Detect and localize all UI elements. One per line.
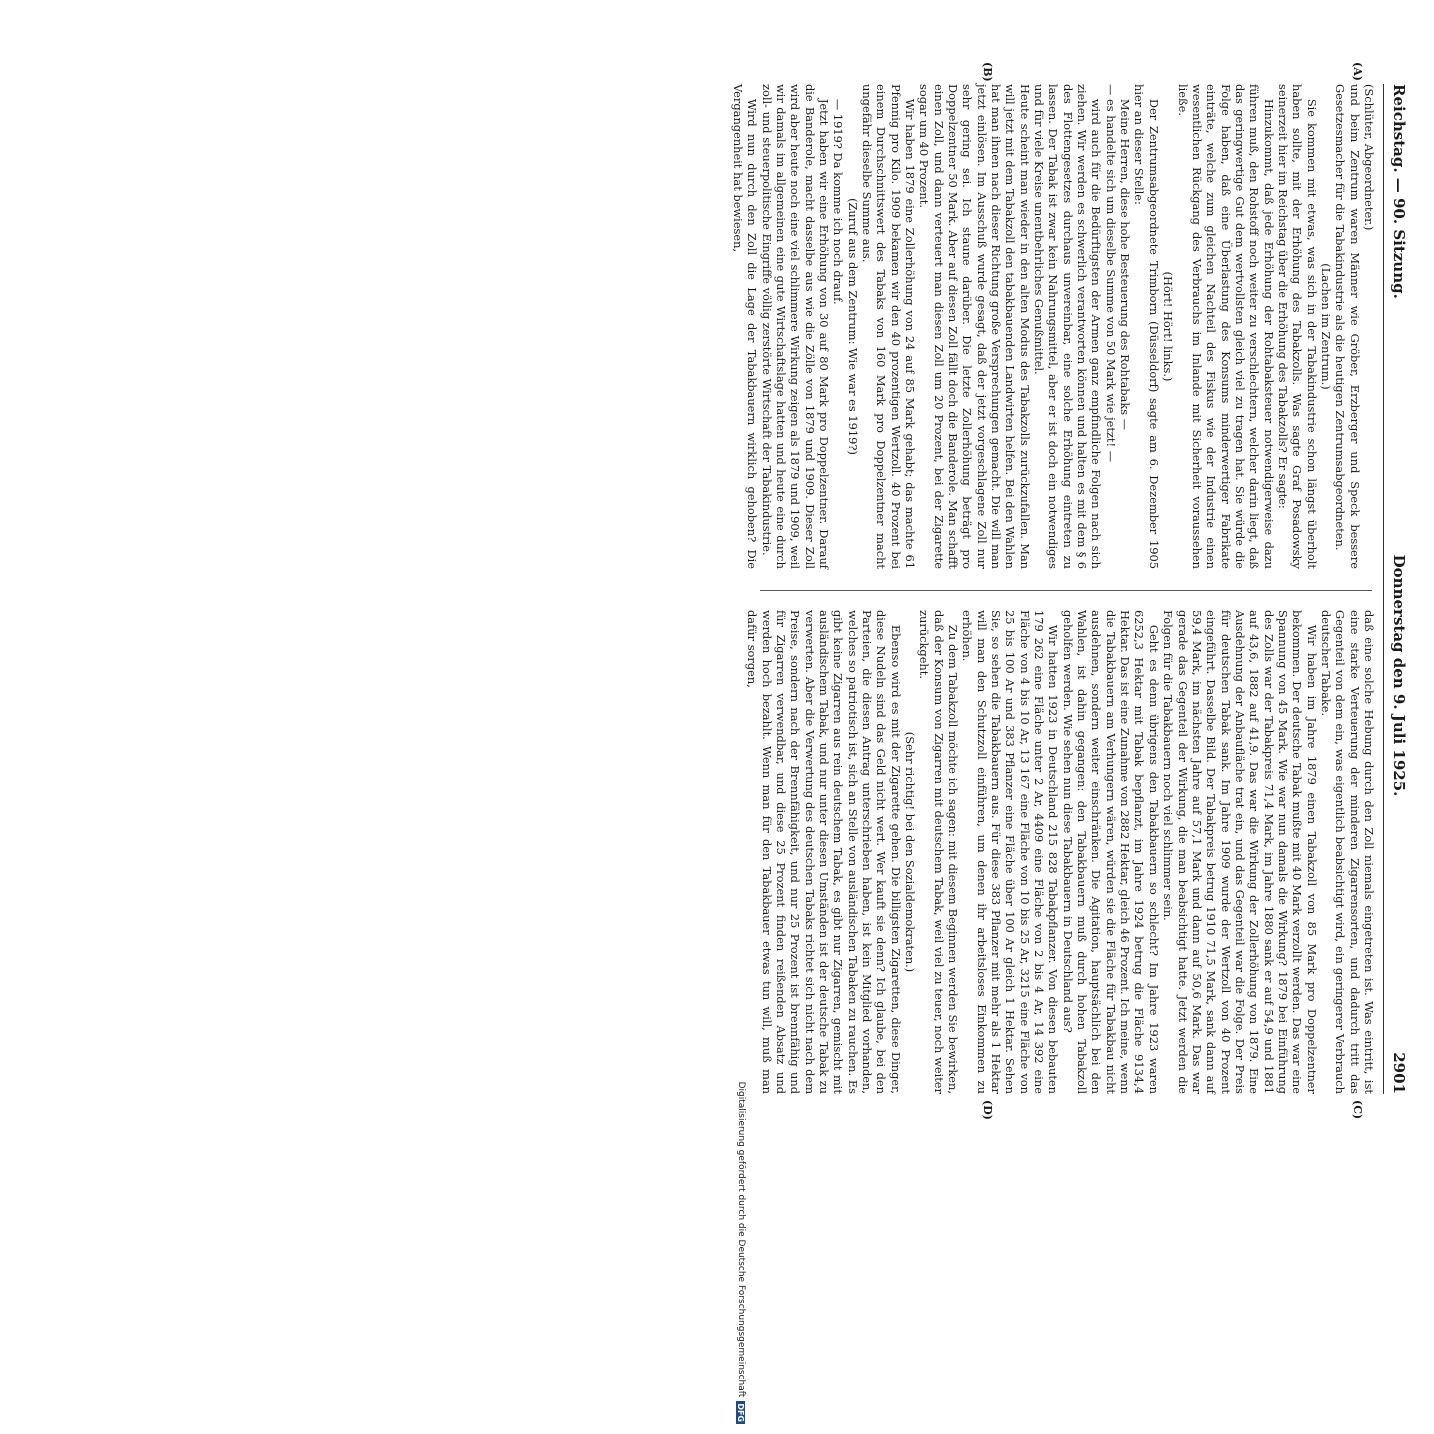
header-right: Donnerstag den 9. Juli 1925. <box>1390 554 1408 797</box>
margin-marker-d: (D) <box>981 1100 994 1120</box>
paragraph: Ebenso wird es mit der Zigarette gehen. Die billigsten Zigaretten, diese Dinger, diese Nudeln sind das Geld nicht wert. Wer kauft sie denn? Ich glaube, bei den Parteien, die diesen Antrag unterschrieben haben, ist kein Mitglied vorhanden, welches so patriotisch ist, sich an Stelle von ausländischen Tabaken zu rauchen. Es gibt keine Zigarren aus rein deutschem Tabak, es gibt nur Zigarren, gemischt mit ausländischem Tabak, und nur unter diesen Umständen ist der deutsche Tabak zu verwerten. Aber die Verwertung des deutschen Tabaks richtet sich nicht nach dem Preise, sondern nach der Brennfähigkeit, und nur 25 Prozent ist brennfähig und für Zigarren verwendbar, und diese 25 Prozent finden reißenden Absatz und werden hoch bezahlt. Wenn man für den Tabakbauer etwas tun will, muß man dafür sorgen, <box>745 610 903 1094</box>
dfg-logo: DFG <box>736 1403 746 1422</box>
paragraph: — es handelte sich um dieselbe Summe von 50 Mark wie jetzt! — <box>1103 84 1118 463</box>
paragraph: (Sehr richtig! bei den Sozialdemokraten.) <box>903 731 917 973</box>
paragraph: Wir haben 1879 eine Zollerhöhung von 24 auf 85 Mark gehabt; das machte 61 Pfennig pro Kilo. 1909 bekamen wir den 40 prozentigen Wertzoll. 40 Prozent bei einem Durchschnittswert des Tabaks von 160 Mark pro Doppelzentner macht ungefähr dieselbe Summe aus. <box>859 84 917 569</box>
paragraph: (Schlüter, Abgeordneter.) <box>1362 84 1376 231</box>
margin-marker-b: (B) <box>981 62 994 82</box>
left-column <box>730 84 1376 569</box>
paragraph: Wird nun durch den Zoll die Lage der Tabakbauern wirklich gehoben? Die Vergangenheit hat bewiesen, <box>730 84 760 569</box>
paragraph: Meine Herren, diese hohe Besteuerung des Rohtabaks — <box>1118 98 1133 431</box>
right-column <box>745 610 1376 1094</box>
footer-text: Digitalisierung gefördert durch die Deutsche Forschungsgemeinschaft <box>736 1081 746 1398</box>
paragraph: daß eine solche Hebung durch den Zoll niemals eingetreten ist. Was eintritt, ist eine starke Verteuerung der minderen Zigarrensorten, und dadurch tritt das Gegenteil von dem ein, was eigentlich beabsichtigt wird, ein geringerer Verbrauch deutscher Tabake. <box>1318 610 1376 1094</box>
paragraph: Sie kommen mit etwas, was sich in der Tabakindustrie schon längst überholt haben sollte, mit der Erhöhung des Tabakzolls. Was sagte Graf Posadowsky seinerzeit hier im Reichstag über die Erhöhung des Tabakzolls? Er sagte: <box>1275 84 1319 569</box>
paragraph: Zu dem Tabakzoll möchte ich sagen: mit diesem Beginnen werden Sie bewirken, daß der Konsum von Zigarren mit deutschem Tabak, weil viel zu teuer, noch weiter zurückgeht. <box>917 610 961 1094</box>
paragraph: Jetzt haben wir eine Erhöhung von 30 auf 80 Mark pro Doppelzentner. Darauf die Banderole, macht dasselbe aus wie die Zölle von 1879 und 1909. Dieser Zoll wird aber heute noch eine viel schlimmere Wirkung zeigen als 1879 und 1909, weil wir damals im allgemeinen eine gute Wirtschaftslage hatten und heute eine durch zoll- und steuerpolitische Eingriffe völlig zerstörte Wirtschaft der Tabakindustrie. <box>759 84 831 569</box>
paragraph: (Zuruf aus dem Zentrum: Wie war es 1919?) <box>845 198 860 455</box>
paragraph: wird auch für die Bedürftigsten der Armen ganz empfindliche Folgen nach sich ziehen. Wir werden es schwerlich verantworten können und halten es mit dem § 6 des Flottengesetzes durchaus unvereinbar, eine solche Erhöhung eintreten zu lassen. Der Tabak ist zwar kein Nahrungsmittel, aber er ist doch ein notwendiges und für viele Kreise unentbehrliches Genußmittel. <box>1032 84 1104 569</box>
paragraph: Geht es denn übrigens den Tabakbauern so schlecht? Im Jahre 1923 waren 6252,3 Hektar mit Tabak bepflanzt, im Jahre 1924 betrug die Fläche 9134,4 Hektar. Das ist eine Zunahme von 2882 Hektar, gleich 46 Prozent. Ich meine, wenn die Tabakbauern am Verhungern wären, würden sie die Fläche für Tabakbau nicht ausdehnen, sondern weiter einschränken. Die Agitation, hauptsächlich bei den Wahlen, ist dahin gegangen: den Tabakbauern muß durch hohen Tabakzoll geholfen werden. Wie sehen nun diese Tabakbauern in Deutschland aus? <box>1060 610 1161 1094</box>
margin-marker-c: (C) <box>1351 1100 1364 1120</box>
paragraph: — 1919? Da komme ich noch drauf. <box>831 98 846 305</box>
paragraph: Wir hatten 1923 in Deutschland 215 828 Tabakpflanzer. Von diesen bebauten 179 262 eine Fläche unter 2 Ar, 4409 eine Fläche von 2 bis 4 Ar, 14 392 eine Fläche von 4 bis 10 Ar, 13 167 eine Fläche von 10 bis 25 Ar, 3215 eine Fläche von 25 bis 100 Ar und 383 Pflanzer eine Fläche über 100 Ar gleich 1 Hektar. Sehen Sie, so sehen die Tabakbauern aus. Für diese 383 Pflanzer mit mehr als 1 Hektar will man den Schutzzoll einführen, um denen ihr arbeitsloses Einkommen zu erhöhen. <box>960 610 1061 1094</box>
header-left: Reichstag. — 90. Sitzung. <box>1390 84 1408 299</box>
digitization-footer <box>734 0 748 1434</box>
paragraph: (Hört! Hört! links.) <box>1161 271 1176 382</box>
paragraph: Hinzukommt, daß jede Erhöhung der Rohtabaksteuer notwendigerweise dazu führen muß, den Rohstoff noch weiter zu verschlechtern, welcher darin liegt, daß das geringwertige Gut dem wertvollsten gleich viel zu tragen hat. Sie würde die Folge haben, daß eine Überlastung des Konsums minderwertiger Fabrikate einträte, welche zum gleichen Nachteil des Fiskus wie der Industrie einen wesentlichen Rückgang des Verbrauchs im Inlande mit Sicherheit voraussehen ließe. <box>1175 84 1276 569</box>
page-number: 2901 <box>1390 1052 1408 1094</box>
paragraph: Wir haben im Jahre 1879 einen Tabakzoll von 85 Mark pro Doppelzentner bekommen. Der deutsche Tabak mußte mit 40 Mark verzollt werden. Das war eine Spannung von 45 Mark. Wie war nun damals die Wirkung? 1879 bei Einführung des Zolls war der Tabakpreis 71,4 Mark, im Jahre 1880 sank er auf 54,9 und 1881 auf 43,6, 1882 auf 41,9. Das war die Wirkung der Zollerhöhung von 1879. Eine Ausdehnung der Anbaufläche trat ein, und das Gegenteil war die Folge. Der Preis für deutschen Tabak sank. Im Jahre 1909 wurde der Wertzoll von 40 Prozent eingeführt. Dasselbe Bild. Der Tabakpreis betrug 1910 71,5 Mark, sank dann auf 59,4 Mark, im nächsten Jahre auf 57,1 Mark und dann auf 50,6 Mark. Das war gerade das Gegenteil der Wirkung, die man beabsichtigt hatte. Jetzt werden die Folgen für die Tabakbauern noch viel schlimmer sein. <box>1161 610 1319 1094</box>
paragraph: und beim Zentrum waren Männer wie Gröber, Erzberger und Speck bessere Gesetzesmacher für die Tabakindustrie als die heutigen Zentrumsabgeordneten. <box>1333 84 1362 569</box>
page-header <box>1383 84 1414 1094</box>
paragraph: Der Zentrumsabgeordnete Trimborn (Düsseldorf) sagte am 6. Dezember 1905 hier an dieser Stelle: <box>1132 84 1161 569</box>
column-divider <box>760 590 1372 591</box>
paragraph: (Lachen im Zentrum.) <box>1318 263 1333 390</box>
margin-marker-a: (A) <box>1351 62 1364 81</box>
paragraph: Heute scheint man wieder in den alten Modus des Tabakzolls zurückzufallen. Man will jetzt mit dem Tabakzoll den tabakbauenden Landwirten helfen. Bei den Wahlen hat man ihnen nach dieser Richtung große Versprechungen gemacht. Die will man jetzt einlösen. Im Ausschuß wurde gesagt, daß der jetzt vorgeschlagene Zoll nur sehr gering sei. Ich staune darüber. Die letzte Zollerhöhung beträgt pro Doppelzentner 50 Mark. Aber auf diesen Zoll fällt doch die Banderole. Man schafft einen Zoll, und dann verteuert man diesen Zoll um 20 Prozent, bei der Zigarette sogar um 40 Prozent. <box>917 84 1032 569</box>
